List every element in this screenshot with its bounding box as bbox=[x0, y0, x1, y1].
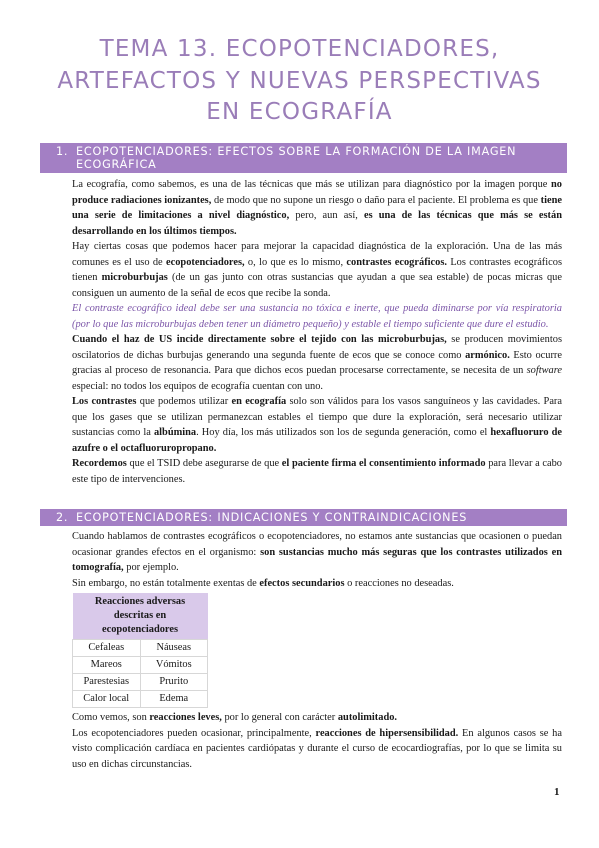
page-number: 1 bbox=[554, 786, 560, 798]
paragraph: Hay ciertas cosas que podemos hacer para mejorar la capacidad diagnóstica de la exploración. Una de las más comunes es el uso de ecopotenciadores, o, lo que es lo mismo, contrastes ecográficos. Los contrastes ecográficos tienen microburbujas (de un gas junto con otras sustancias que ayudan a que sea estable) de pocas micras que consiguen un aumento de la señal de ecos que recibe la sonda. bbox=[72, 241, 562, 299]
section-2-heading bbox=[40, 509, 567, 526]
section-2-body bbox=[72, 529, 562, 772]
italic-note: El contraste ecográfico ideal debe ser una sustancia no tóxica e inerte, que pueda diminarse por vía respiratoria (por lo que las microburbujas deben tener un diámetro pequeño) y estable el tiempo suficiente que dure el estudio. bbox=[72, 303, 562, 330]
table-row: Calor local Edema bbox=[73, 691, 208, 708]
paragraph: Como vemos, son reacciones leves, por lo general con carácter autolimitado. bbox=[72, 712, 398, 723]
paragraph: Cuando el haz de US incide directamente sobre el tejido con las microburbujas, se producen movimientos oscilatorios de dichas burbujas generando una segunda fuente de ecos que se conoce como armónico. Esto ocurre gracias al proceso de resonancia. Para que dichos ecos puedan procesarse correctamente, se necesita de un software especial: no todos los equipos de ecografía cuentan con uno. bbox=[72, 334, 562, 392]
table-row: Mareos Vómitos bbox=[73, 657, 208, 674]
table-row: Parestesias Prurito bbox=[73, 674, 208, 691]
paragraph: Los ecopotenciadores pueden ocasionar, principalmente, reacciones de hipersensibilidad. En algunos casos se ha visto complicación cardíaca en pacientes cardiópatas y durante el curso de ecocardiografías, por lo que se limita su uso en dichas circunstancias. bbox=[72, 727, 562, 770]
paragraph: Los contrastes que podemos utilizar en ecografía solo son válidos para los vasos sanguíneos y las cavidades. Para que los gases que se utilizan permanezcan estables el tiempo que dure la exploración, será necesario utilizar sustancias como la albúmina. Hoy día, los más utilizados son los de segunda generación, como el hexafluoruro de azufre o el octafluoruropropano. bbox=[72, 396, 563, 454]
section-1-heading bbox=[40, 143, 567, 173]
table-row: Cefaleas Náuseas bbox=[73, 640, 208, 657]
section-1-number: 1. bbox=[56, 145, 69, 158]
paragraph: Sin embargo, no están totalmente exentas de efectos secundarios o reacciones no deseadas. bbox=[72, 577, 454, 589]
section-2-title: ECOPOTENCIADORES: INDICACIONES Y CONTRAINDICACIONES bbox=[76, 511, 468, 524]
paragraph: La ecografía, como sabemos, es una de las técnicas que más se utilizan para diagnóstico por la imagen porque no produce radiaciones ionizantes, de modo que no supone un riesgo o daño para el paciente. El problema es que tiene una serie de limitaciones a nivel diagnóstico, pero, aun así, es una de las técnicas que más se están desarrollando en los últimos tiempos. bbox=[72, 179, 563, 237]
section-1-title: ECOPOTENCIADORES: EFECTOS SOBRE LA FORMACIÓN DE LA IMAGEN ECOGRÁFICA bbox=[76, 145, 517, 171]
adverse-reactions-table bbox=[72, 593, 208, 708]
paragraph: Recordemos que el TSID debe asegurarse de que el paciente firma el consentimiento informado para llevar a cabo este tipo de intervenciones. bbox=[72, 458, 562, 485]
section-1-body bbox=[72, 177, 562, 487]
table-header: Reacciones adversas descritas en ecopotenciadores bbox=[73, 593, 208, 640]
section-2-number: 2. bbox=[56, 511, 69, 524]
paragraph: Cuando hablamos de contrastes ecográficos o ecopotenciadores, no estamos ante sustancias que ocasionen o puedan ocasionar grandes efectos en el organismo: son sustancias mucho más seguras que los contrastes utilizados en tomografía, por ejemplo. bbox=[72, 531, 562, 573]
document-title: TEMA 13. ECOPOTENCIADORES, ARTEFACTOS Y NUEVAS PERSPECTIVAS EN ECOGRAFÍA bbox=[57, 36, 542, 125]
